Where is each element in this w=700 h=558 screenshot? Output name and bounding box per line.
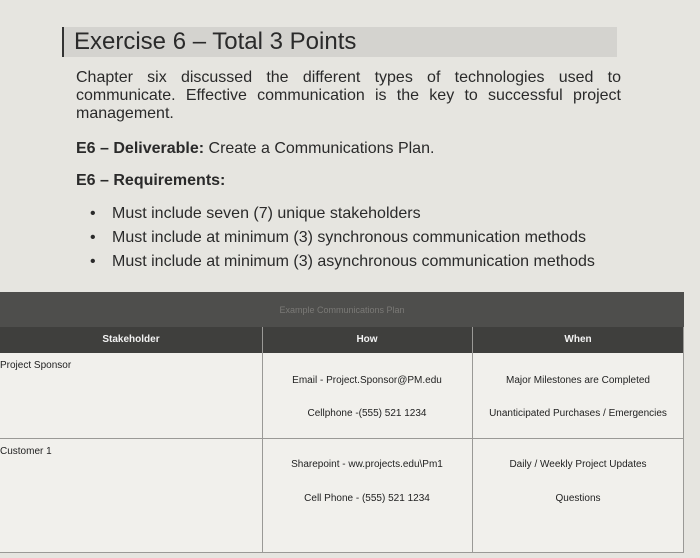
bullet-icon: • xyxy=(90,253,96,270)
exercise-title: Exercise 6 – Total 3 Points xyxy=(74,28,357,55)
exercise-title-bar xyxy=(62,27,617,57)
how-cell: Cell Phone - (555) 521 1234 xyxy=(304,493,430,504)
deliverable-text: Create a Communications Plan. xyxy=(204,140,435,157)
requirement-text: Must include seven (7) unique stakeholders xyxy=(112,205,421,222)
header-how: How xyxy=(356,334,378,345)
when-cell: Daily / Weekly Project Updates xyxy=(509,459,647,470)
deliverable-line xyxy=(76,140,434,158)
requirements-list xyxy=(90,202,595,274)
deliverable-label: E6 – Deliverable: xyxy=(76,140,205,157)
requirement-item xyxy=(90,250,595,274)
when-cell: Questions xyxy=(555,493,601,504)
requirement-text: Must include at minimum (3) synchronous communication methods xyxy=(112,229,586,246)
how-cell: Sharepoint - ww.projects.edu\Pm1 xyxy=(291,459,443,470)
row-divider xyxy=(0,438,684,439)
intro-paragraph: Chapter six discussed the different types of technologies used to communicate. Effective communication is the key to successful project management. xyxy=(76,69,621,122)
bullet-icon: • xyxy=(90,205,96,222)
requirement-text: Must include at minimum (3) asynchronous communication methods xyxy=(112,253,595,270)
when-cell: Major Milestones are Completed xyxy=(506,375,650,386)
table-caption: Example Communications Plan xyxy=(0,292,684,328)
how-cell: Email - Project.Sponsor@PM.edu xyxy=(292,375,442,386)
bullet-icon: • xyxy=(90,229,96,246)
stakeholder-cell: Project Sponsor xyxy=(0,360,72,371)
requirement-item xyxy=(90,226,595,250)
column-divider xyxy=(262,327,263,553)
column-divider xyxy=(472,327,473,553)
when-cell: Unanticipated Purchases / Emergencies xyxy=(489,408,667,419)
row-divider xyxy=(0,552,684,553)
how-cell: Cellphone -(555) 521 1234 xyxy=(307,408,427,419)
stakeholder-cell: Customer 1 xyxy=(0,446,52,457)
header-when: When xyxy=(564,334,592,345)
column-divider xyxy=(683,327,684,553)
header-stakeholder: Stakeholder xyxy=(102,334,160,345)
requirement-item xyxy=(90,202,595,226)
requirements-heading: E6 – Requirements: xyxy=(76,172,226,189)
